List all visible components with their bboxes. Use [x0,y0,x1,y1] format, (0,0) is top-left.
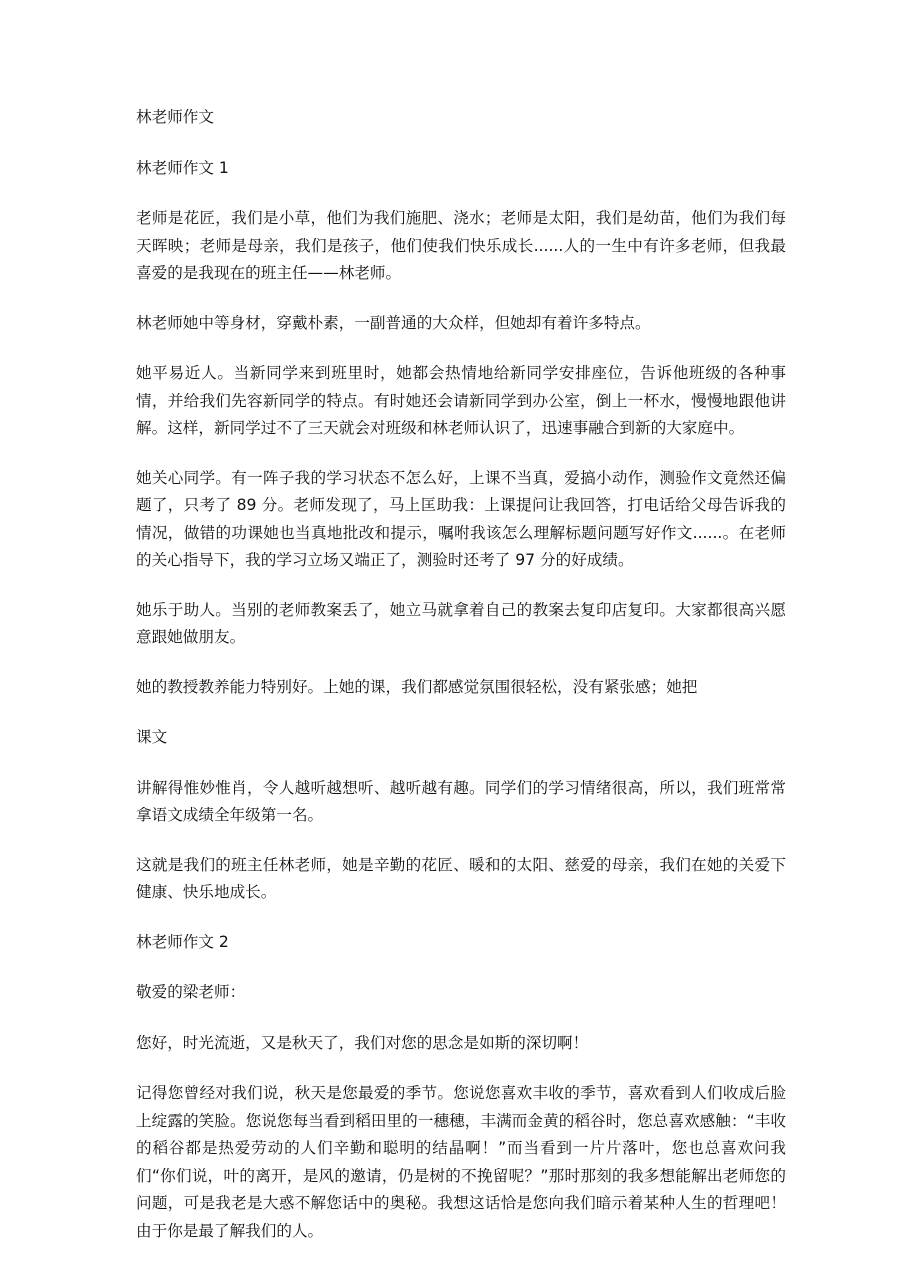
document-page [136,104,786,1267]
paragraph: 林老师她中等身材，穿戴朴素，一副普通的大众样，但她却有着许多特点。 [136,313,651,332]
section-heading-1: 林老师作文 1 [136,158,229,177]
paragraph: 她的教授教养能力特别好。上她的课，我们都感觉氛围很轻松，没有紧张感；她把 [136,677,698,696]
section-heading-2: 林老师作文 2 [136,932,229,951]
paragraph: 她关心同学。有一阵子我的学习状态不怎么好，上课不当真，爱搞小动作，测验作文竟然还偏题了，只考了 89 分。老师发现了，马上匡助我：上课提问让我回答，打电话给父母告诉我的情况，做错的功课她也当真地批改和提示，嘱咐我该怎么理解标题问题写好作文......。在老师的关心指导下，我的学习立场又端正了，测验时还考了 97 分的好成绩。 [136,468,786,569]
paragraph: 她平易近人。当新同学来到班里时，她都会热情地给新同学安排座位，告诉他班级的各种事情，并给我们先容新同学的特点。有时她还会请新同学到办公室，倒上一杯水，慢慢地跟他讲解。这样，新同学过不了三天就会对班级和林老师认识了，迅速事融合到新的大家庭中。 [136,364,786,437]
document-title: 林老师作文 [136,108,214,126]
paragraph: 讲解得惟妙惟肖，令人越听越想听、越听越有趣。同学们的学习情绪很高，所以，我们班常常拿语文成绩全年级第一名。 [136,778,786,824]
paragraph: 课文 [136,728,168,746]
paragraph: 记得您曾经对我们说，秋天是您最爱的季节。您说您喜欢丰收的季节，喜欢看到人们收成后脸上绽露的笑脸。您说您每当看到稻田里的一穗穗，丰满而金黄的稻谷时，您总喜欢感触：“丰收的稻谷都是热爱劳动的人们辛勤和聪明的结晶啊！”而当看到一片片落叶，您也总喜欢问我们“你们说，叶的离开，是风的邀请，仍是树的不挽留呢？”那时那刻的我多想能解出老师您的问题，可是我老是大惑不解您话中的奥秘。我想这话恰是您向我们暗示着某种人生的哲理吧！由于你是最了解我们的人。 [136,1084,786,1240]
paragraph: 她乐于助人。当别的老师教案丢了，她立马就拿着自己的教案去复印店复印。大家都很高兴愿意跟她做朋友。 [136,600,786,646]
paragraph: 您好，时光流逝，又是秋天了，我们对您的思念是如斯的深切啊！ [136,1033,589,1052]
paragraph: 老师是花匠，我们是小草，他们为我们施肥、浇水；老师是太阳，我们是幼苗，他们为我们每天晖映；老师是母亲，我们是孩子，他们使我们快乐成长......人的一生中有许多老师，但我最喜爱的是我现在的班主任——林老师。 [136,209,786,282]
paragraph: 这就是我们的班主任林老师，她是辛勤的花匠、暖和的太阳、慈爱的母亲，我们在她的关爱下健康、快乐地成长。 [136,855,786,901]
letter-salutation: 敬爱的梁老师： [136,983,246,1001]
